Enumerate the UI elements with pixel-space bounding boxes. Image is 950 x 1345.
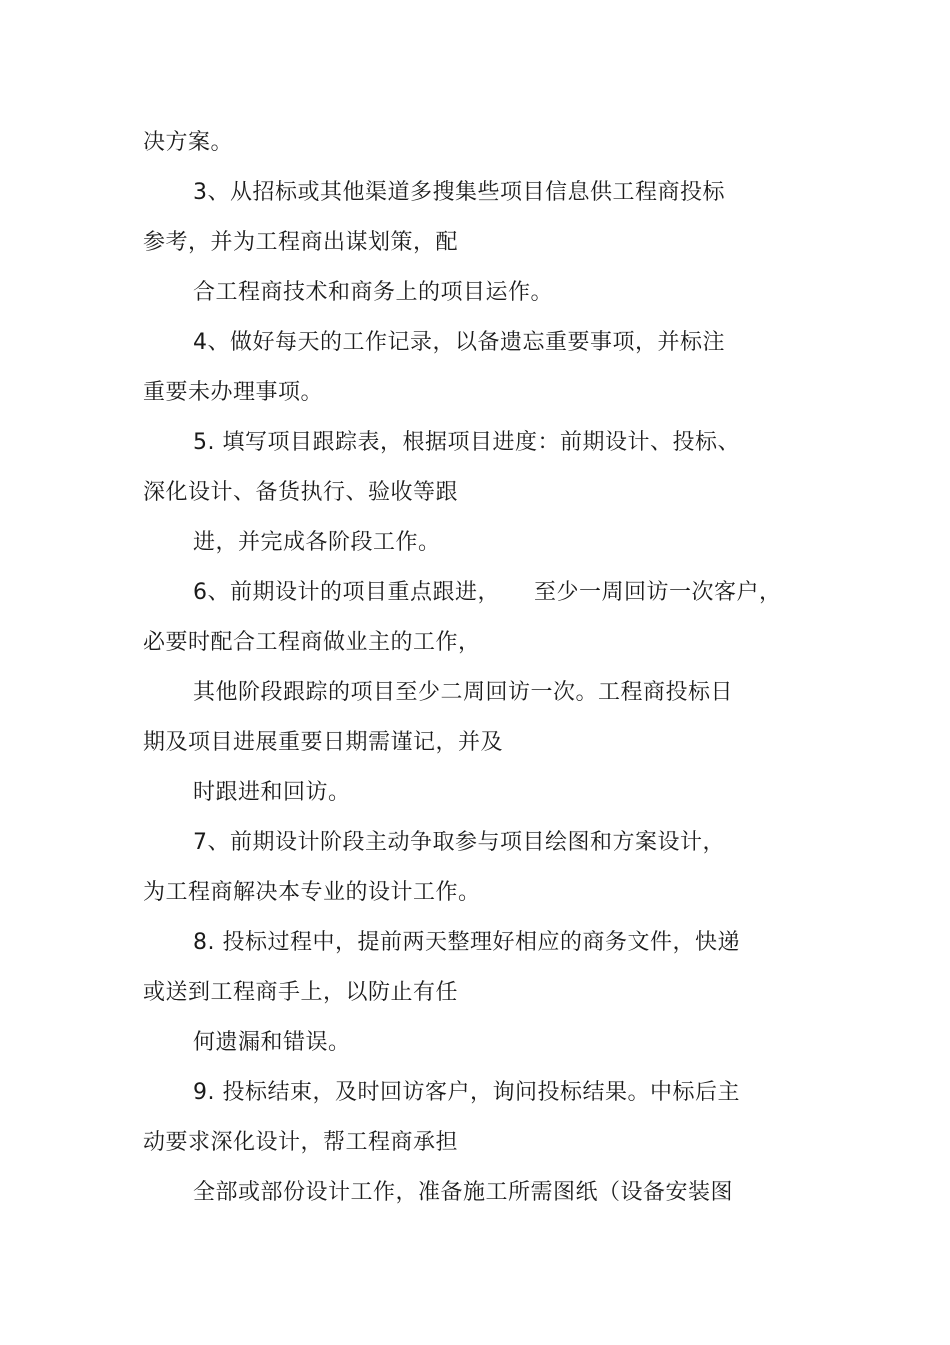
text-line: 期及项目进展重要日期需谨记，并及: [143, 730, 504, 755]
text-line: 进，并完成各阶段工作。: [193, 530, 441, 555]
text-line: 其他阶段跟踪的项目至少二周回访一次。工程商投标日: [193, 680, 734, 705]
text-line: 何遗漏和错误。: [193, 1030, 351, 1055]
text-line: 合工程商技术和商务上的项目运作。: [193, 280, 554, 305]
text-line: 参考，并为工程商出谋划策，配: [143, 230, 459, 255]
text-line: 4、做好每天的工作记录，以备遗忘重要事项，并标注: [193, 330, 725, 355]
text-line: 9. 投标结束，及时回访客户，询问投标结果。中标后主: [193, 1080, 740, 1105]
text-line: 为工程商解决本专业的设计工作。: [143, 880, 481, 905]
text-line: 或送到工程商手上，以防止有任: [143, 980, 459, 1005]
text-line: 6、前期设计的项目重点跟进， 至少一周回访一次客户，: [193, 580, 782, 605]
text-line: 深化设计、备货执行、验收等跟: [143, 480, 459, 505]
text-line: 8. 投标过程中，提前两天整理好相应的商务文件，快递: [193, 930, 740, 955]
text-line: 时跟进和回访。: [193, 780, 351, 805]
text-line: 全部或部份设计工作，准备施工所需图纸（设备安装图: [193, 1180, 734, 1205]
text-line: 7、前期设计阶段主动争取参与项目绘图和方案设计，: [193, 830, 725, 855]
text-line: 5. 填写项目跟踪表，根据项目进度：前期设计、投标、: [193, 430, 740, 455]
text-line: 动要求深化设计，帮工程商承担: [143, 1130, 459, 1155]
text-line: 必要时配合工程商做业主的工作，: [143, 630, 481, 655]
text-line: 重要未办理事项。: [143, 380, 324, 405]
text-line: 决方案。: [143, 130, 234, 155]
text-line: 3、从招标或其他渠道多搜集些项目信息供工程商投标: [193, 180, 725, 205]
